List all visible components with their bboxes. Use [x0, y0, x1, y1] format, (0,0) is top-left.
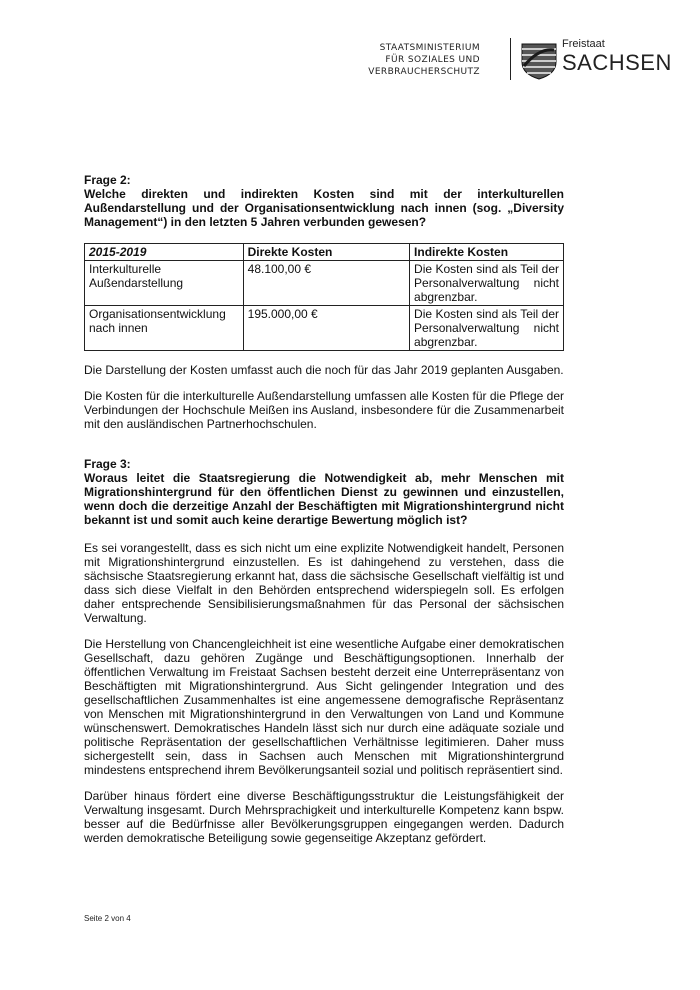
- ministry-line-3: VERBRAUCHERSCHUTZ: [368, 67, 480, 77]
- header-direct-costs: Direkte Kosten: [243, 244, 409, 261]
- letterhead-divider: [510, 38, 511, 80]
- table-row: [85, 261, 564, 306]
- frage-3-paragraph: Es sei vorangestellt, dass es sich nicht um eine explizite Notwendigkeit handelt, Personen mit Migrationshintergrund einzustellen. Es ist dahingehend zu verstehen, dass die sächsische Staatsregierung erkannt hat, dass die sächsische Gesellschaft vielfältig ist und dass sich diese Vielfalt in den Behörden entsprechend widerspiegeln soll. Es erfolgen daher entsprechende Sensibilisierungsmaßnahmen für das Personal der sächsischen Verwaltung.: [84, 541, 564, 625]
- saxony-crest-icon: [520, 40, 558, 80]
- document-body: [84, 173, 564, 857]
- direct-cost-value: 48.100,00 €: [243, 261, 409, 306]
- sachsen-label: SACHSEN: [562, 50, 672, 75]
- frage-3-label: Frage 3:: [84, 457, 131, 471]
- direct-cost-value: 195.000,00 €: [243, 306, 409, 351]
- frage-2-paragraph: Die Kosten für die interkulturelle Außendarstellung umfassen alle Kosten für die Pflege der Verbindungen der Hochschule Meißen ins Ausland, insbesondere für die Zusammenarbeit mit den ausländischen Partnerhochschulen.: [84, 389, 564, 431]
- frage-2-question: Welche direkten und indirekten Kosten sind mit der interkulturellen Außendarstellung und der Organisationsentwicklung nach innen (sog. „Diversity Management“) in den letzten 5 Jahren verbunden gewesen?: [84, 187, 564, 229]
- frage-3-question: Woraus leitet die Staatsregierung die Notwendigkeit ab, mehr Menschen mit Migrationshintergrund für den öffentlichen Dienst zu gewinnen und einzustellen, wenn doch die derzeitige Anzahl der Beschäftigten mit Migrationshintergrund nicht bekannt ist und somit auch keine derartige Bewertung möglich ist?: [84, 471, 564, 527]
- row-label: Organisationsentwicklung nach innen: [85, 306, 244, 351]
- ministry-line-1: STAATSMINISTERIUM: [379, 43, 480, 53]
- cost-table-header: [85, 244, 564, 261]
- frage-3-paragraph: Die Herstellung von Chancengleichheit ist eine wesentliche Aufgabe einer demokratischen Gesellschaft, dazu gehören Zugänge und Beschäftigungsoptionen. Innerhalb der öffentlichen Verwaltung im Freistaat Sachsen besteht derzeit eine Unterrepräsentanz von Beschäftigten mit Migrationshintergrund. Aus Sicht gelingender Integration und des gesellschaftlichen Zusammenhaltes ist eine angemessene demografische Repräsentanz von Menschen mit Migrationshintergrund in den Verwaltungen von Land und Kommune wünschenswert. Demokratisches Handeln lässt sich nur durch eine adäquate soziale und politische Repräsentation der gesellschaftlichen Verhältnisse legitimieren. Daher muss sichergestellt sein, dass in Sachsen auch Menschen mit Migrationshintergrund mindestens entsprechend ihrem Bevölkerungsanteil sozial und politisch repräsentiert sind.: [84, 637, 564, 777]
- header-period: 2015-2019: [85, 244, 244, 261]
- page-number: Seite 2 von 4: [84, 914, 131, 923]
- frage-3-paragraph: Darüber hinaus fördert eine diverse Beschäftigungsstruktur die Leistungsfähigkeit der Verwaltung insgesamt. Durch Mehrsprachigkeit und interkulturelle Kompetenz kann bspw. besser auf die Bedürfnisse aller Bevölkerungsgruppen eingegangen werden. Dadurch werden demokratische Beteiligung sowie gegenseitige Akzeptanz gefördert.: [84, 789, 564, 845]
- header-indirect-costs: Indirekte Kosten: [410, 244, 564, 261]
- frage-2-paragraph: Die Darstellung der Kosten umfasst auch die noch für das Jahr 2019 geplanten Ausgaben.: [84, 363, 564, 377]
- cost-table: [84, 243, 564, 351]
- row-label: Interkulturelle Außendarstellung: [85, 261, 244, 306]
- table-row: [85, 306, 564, 351]
- frage-2-label: Frage 2:: [84, 173, 131, 187]
- ministry-name: [320, 42, 480, 78]
- ministry-line-2: FÜR SOZIALES UND: [385, 55, 480, 65]
- freistaat-label: Freistaat: [562, 38, 605, 50]
- indirect-cost-text: Die Kosten sind als Teil der Personalverwaltung nicht abgrenzbar.: [410, 306, 564, 351]
- letterhead: [368, 36, 680, 86]
- indirect-cost-text: Die Kosten sind als Teil der Personalverwaltung nicht abgrenzbar.: [410, 261, 564, 306]
